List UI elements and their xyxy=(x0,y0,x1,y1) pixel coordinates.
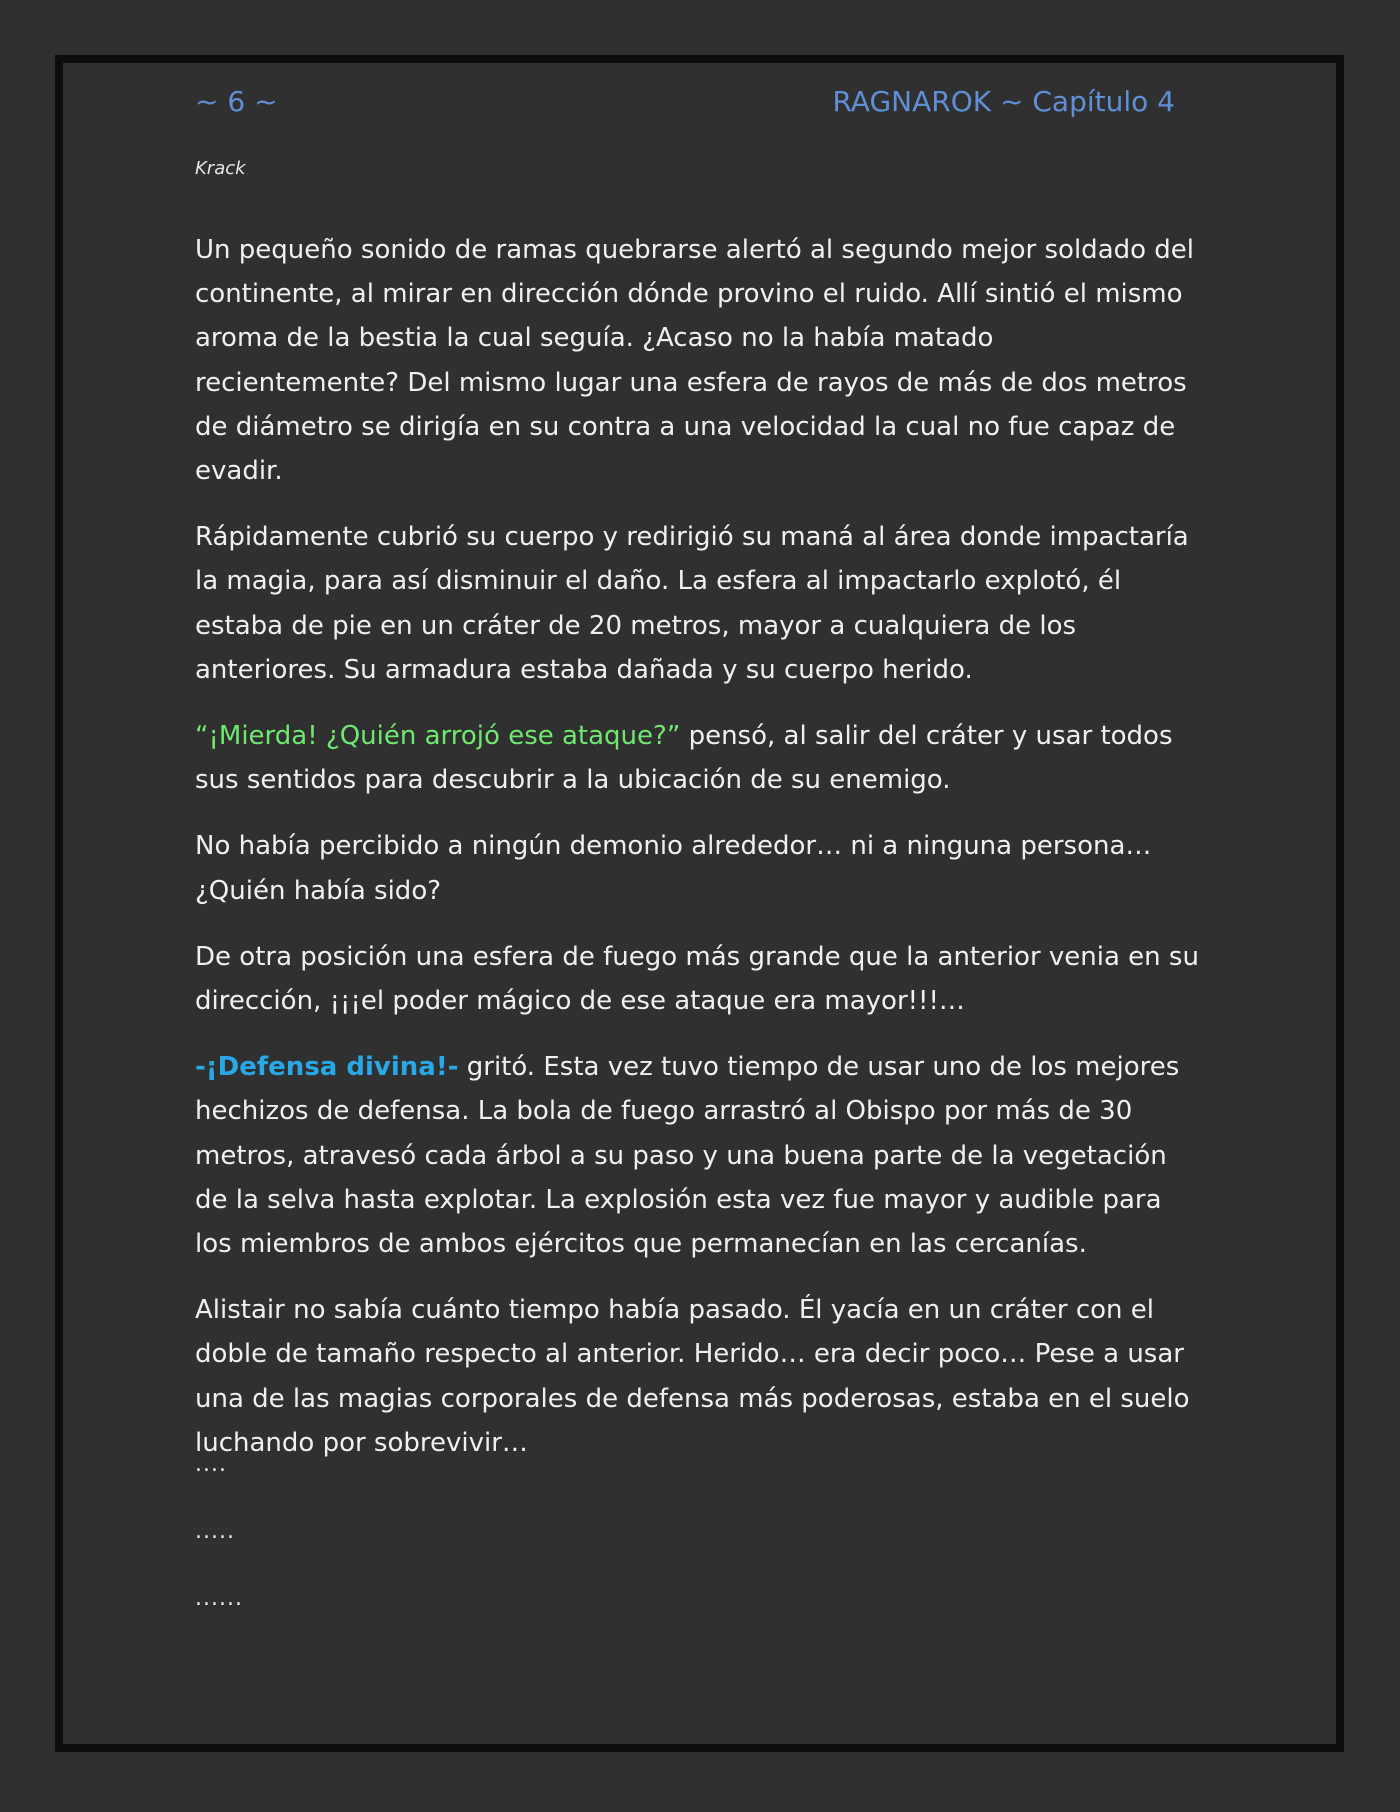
paragraph-6-rest: gritó. Esta vez tuvo tiempo de usar uno de los mejores hechizos de defensa. La bola de fuego arrastró al Obispo por más de 30 metros, atravesó cada árbol a su paso y una buena parte de la vegetación de la selva hasta explotar. La explosión esta vez fue mayor y audible para los miembros de ambos ejércitos que permanecían en las cercanías. xyxy=(195,1052,1180,1260)
paragraph-3 xyxy=(195,714,1205,802)
ellipsis-2: ..... xyxy=(195,1519,235,1544)
paragraph-5: De otra posición una esfera de fuego más grande que la anterior venia en su dirección, ¡¡¡el poder mágico de ese ataque era mayor!!!… xyxy=(195,941,1199,1017)
paragraph-3-rest: pensó, al salir del cráter y usar todos sus sentidos para descubrir a la ubicación de su enemigo. xyxy=(195,721,1173,796)
running-title: RAGNAROK ~ Capítulo 4 xyxy=(832,85,1175,118)
paragraph-6 xyxy=(195,1045,1205,1266)
paragraph-2: Rápidamente cubrió su cuerpo y redirigió su maná al área donde impactaría la magia, para así disminuir el daño. La esfera al impactarlo explotó, él estaba de pie en un cráter de 20 metros, mayor a cualquiera de los anteriores. Su armadura estaba dañada y su cuerpo herido. xyxy=(195,522,1189,685)
ellipsis-1: .... xyxy=(195,1452,227,1477)
paragraph-7: Alistair no sabía cuánto tiempo había pasado. Él yacía en un cráter con el doble de tamaño respecto al anterior. Herido… era decir poco… Pese a usar una de las magias corporales de defensa más poderosas, estaba en el suelo luchando por sobrevivir… xyxy=(195,1295,1190,1458)
page-number: ~ 6 ~ xyxy=(195,85,278,118)
spell-shout: -¡Defensa divina!- xyxy=(195,1052,459,1083)
thought-quote: “¡Mierda! ¿Quién arrojó ese ataque?” xyxy=(195,721,681,752)
paragraph-4: No había percibido a ningún demonio alrededor… ni a ninguna persona… ¿Quién había sido? xyxy=(195,831,1152,906)
paragraph-1: Un pequeño sonido de ramas quebrarse alertó al segundo mejor soldado del continente, al mirar en dirección dónde provino el ruido. Allí sintió el mismo aroma de la bestia la cual seguía. ¿Acaso no la había matado recientemente? Del mismo lugar una esfera de rayos de más de dos metros de diámetro se dirigía en su contra a una velocidad la cual no fue capaz de evadir. xyxy=(195,235,1195,487)
ellipsis-3: ...... xyxy=(195,1586,243,1611)
author-name: Krack xyxy=(195,158,246,179)
story-text xyxy=(195,228,1205,1487)
page-header xyxy=(195,80,1175,124)
